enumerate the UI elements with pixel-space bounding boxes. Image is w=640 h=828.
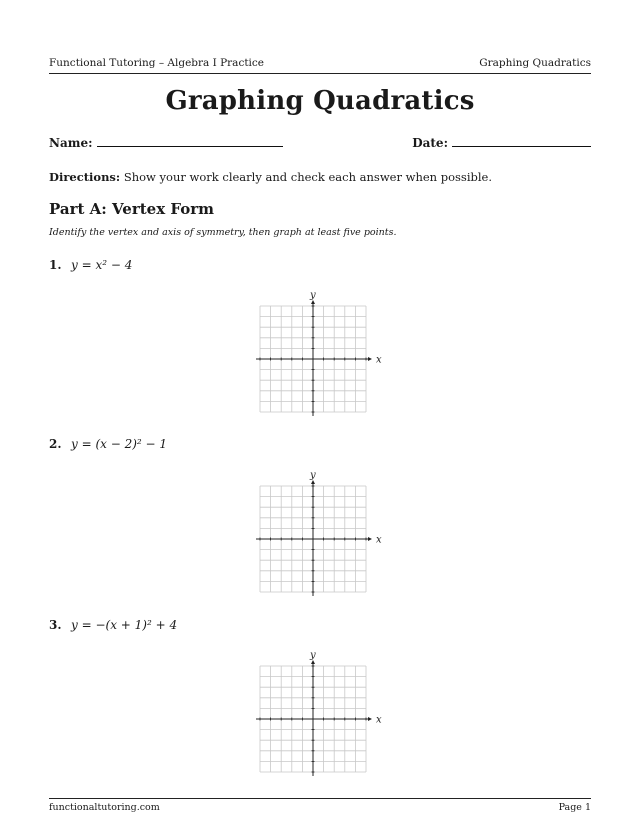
- name-label: Name:: [49, 136, 93, 150]
- part-a-title: Part A: Vertex Form: [49, 200, 214, 218]
- directions-text: Show your work clearly and check each answer when possible.: [123, 170, 493, 184]
- graph-grid-2[interactable]: [252, 470, 382, 600]
- problem-3: [49, 618, 177, 632]
- x-axis-arrow-icon: [368, 717, 372, 721]
- y-axis-label: y: [310, 650, 316, 661]
- graph-grid-3[interactable]: [252, 650, 382, 780]
- x-axis-label: x: [376, 714, 382, 726]
- student-info-row: [49, 136, 591, 150]
- date-field: [412, 136, 591, 150]
- x-axis-label: x: [376, 354, 382, 366]
- x-axis-arrow-icon: [368, 537, 372, 541]
- page-title: Graphing Quadratics: [165, 86, 475, 116]
- directions-label: Directions:: [49, 170, 121, 184]
- directions: [49, 170, 591, 184]
- graph-grid-1[interactable]: [252, 290, 382, 420]
- page-header: [49, 57, 591, 74]
- problem-number: 1.: [49, 258, 62, 272]
- problem-2: [49, 437, 167, 451]
- header-topic: Graphing Quadratics: [479, 57, 591, 69]
- problem-1: [49, 258, 132, 272]
- y-axis-label: y: [310, 290, 316, 301]
- date-blank-line[interactable]: [452, 136, 591, 147]
- problem-equation: y = x² − 4: [71, 258, 133, 272]
- problem-equation: y = −(x + 1)² + 4: [71, 618, 178, 632]
- x-axis-arrow-icon: [368, 357, 372, 361]
- problem-number: 3.: [49, 618, 62, 632]
- y-axis-label: y: [310, 470, 316, 481]
- problem-equation: y = (x − 2)² − 1: [71, 437, 168, 451]
- name-blank-line[interactable]: [97, 136, 283, 147]
- footer-page-number: Page 1: [558, 802, 591, 813]
- footer-website: functionaltutoring.com: [49, 802, 160, 813]
- page-footer: [49, 798, 591, 813]
- problem-number: 2.: [49, 437, 62, 451]
- part-a-instructions: Identify the vertex and axis of symmetry, then graph at least five points.: [49, 227, 397, 238]
- name-field: [49, 136, 283, 150]
- date-label: Date:: [412, 136, 448, 150]
- x-axis-label: x: [376, 534, 382, 546]
- header-course: Functional Tutoring – Algebra I Practice: [49, 57, 264, 69]
